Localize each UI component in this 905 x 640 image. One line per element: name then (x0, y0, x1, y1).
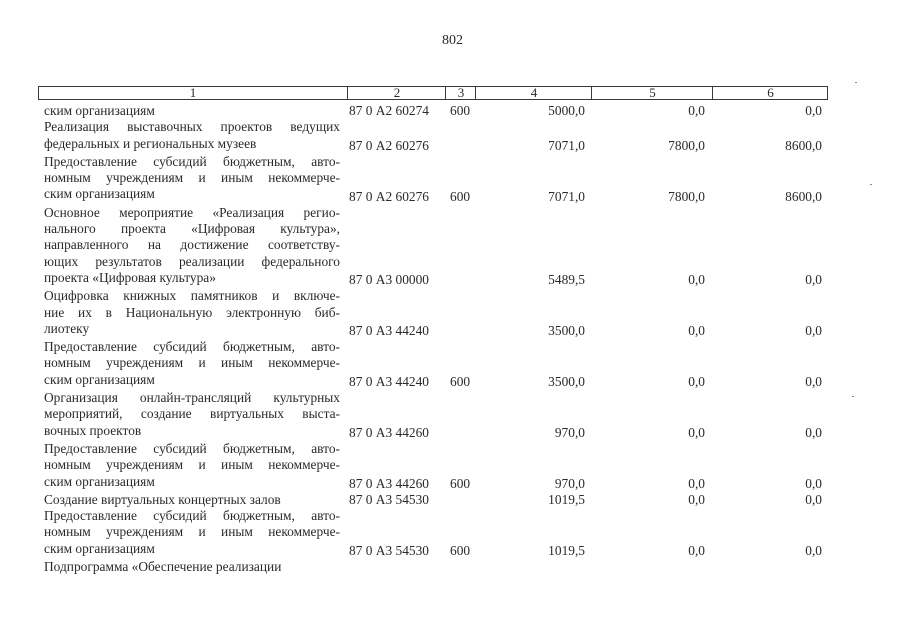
row-expense-type: 600 (450, 475, 471, 491)
row-value-col6: 0,0 (805, 424, 822, 440)
row-value-col5: 7800,0 (668, 188, 705, 204)
row-code: 87 0 А3 00000 (349, 272, 429, 287)
scan-speck (870, 184, 872, 185)
description-line: номным учреждениям и иным некоммерче- (44, 457, 340, 473)
row-value-col6: 8600,0 (785, 188, 822, 204)
row-code: 87 0 А3 44240 (349, 373, 429, 389)
table-row-values (0, 473, 905, 492)
description-line: ющих результатов реализации федерального (44, 253, 340, 269)
row-value-col6: 0,0 (805, 475, 822, 491)
row-value-col5: 0,0 (688, 322, 705, 338)
row-expense-type: 600 (450, 103, 471, 118)
table-row-values (0, 492, 905, 508)
description-line: Подпрограмма «Обеспечение реализации (44, 559, 282, 575)
description-line: Предоставление субсидий бюджетным, авто- (44, 508, 340, 524)
header-col-5: 5 (591, 87, 713, 99)
description-line: ским организациям (44, 540, 155, 556)
row-value-col6: 0,0 (805, 322, 822, 338)
header-col-6: 6 (712, 87, 828, 99)
row-value-col5: 0,0 (688, 373, 705, 389)
row-code: 87 0 А3 44240 (349, 322, 429, 338)
header-col-3: 3 (445, 87, 476, 99)
description-line: ским организациям (44, 103, 155, 118)
row-value-col4: 7071,0 (548, 188, 585, 204)
description-line: вочных проектов (44, 422, 142, 438)
description-line: Организация онлайн-трансляций культурных (44, 390, 340, 406)
header-col-1: 1 (189, 85, 197, 100)
row-code: 87 0 А2 60276 (349, 137, 429, 153)
description-line: Предоставление субсидий бюджетным, авто- (44, 153, 340, 169)
table-row-values (0, 559, 905, 575)
description-line: мероприятий, создание виртуальных выста- (44, 406, 340, 422)
header-col-4: 4 (475, 87, 592, 99)
description-line: Создание виртуальных концертных залов (44, 491, 281, 507)
description-line: ским организациям (44, 186, 155, 202)
row-value-col5: 0,0 (688, 424, 705, 440)
row-value-col6: 0,0 (805, 272, 822, 287)
description-line: ским организациям (44, 473, 155, 489)
row-expense-type: 600 (450, 188, 471, 204)
description-line: нального проекта «Цифровая культура», (44, 221, 340, 237)
row-code: 87 0 А2 60276 (349, 188, 429, 204)
table-row-values (0, 371, 905, 390)
description-line: Оцифровка книжных памятников и включе- (44, 288, 340, 304)
row-code: 87 0 А3 54530 (349, 542, 429, 558)
row-value-col4: 970,0 (554, 475, 585, 491)
description-line: федеральных и региональных музеев (44, 135, 257, 151)
description-line: проекта «Цифровая культура» (44, 269, 216, 285)
row-value-col4: 7071,0 (548, 137, 585, 153)
description-line: номным учреждениям и иным некоммерче- (44, 355, 340, 371)
scan-speck (852, 396, 854, 397)
row-expense-type: 600 (450, 542, 471, 558)
table-row-values (0, 103, 905, 119)
description-line: Предоставление субсидий бюджетным, авто- (44, 441, 340, 456)
table-row-values (0, 189, 905, 205)
row-value-col5: 7800,0 (668, 137, 705, 153)
description-line: Предоставление субсидий бюджетным, авто- (44, 339, 340, 355)
row-value-col5: 0,0 (688, 475, 705, 491)
row-value-col4: 3500,0 (548, 373, 585, 389)
description-line: направленного на достижение соответству- (44, 237, 340, 253)
row-value-col6: 0,0 (805, 103, 822, 118)
row-value-col5: 0,0 (688, 103, 705, 118)
table-row-values (0, 540, 905, 559)
row-expense-type: 600 (450, 373, 471, 389)
row-value-col6: 0,0 (805, 373, 822, 389)
header-col-2: 2 (347, 87, 446, 99)
row-value-col4: 5489,5 (548, 272, 585, 287)
row-value-col5: 0,0 (688, 542, 705, 558)
table-row-values (0, 422, 905, 441)
description-line: номным учреждениям и иным некоммерче- (44, 524, 340, 540)
description-line: ским организациям (44, 371, 155, 387)
row-value-col4: 3500,0 (548, 322, 585, 338)
row-value-col4: 1019,5 (548, 542, 585, 558)
row-value-col6: 8600,0 (785, 137, 822, 153)
table-row-values (0, 320, 905, 339)
row-code: 87 0 А3 44260 (349, 475, 429, 491)
table-row-values (0, 269, 905, 288)
description-line: номным учреждениям и иным некоммерче- (44, 170, 340, 186)
row-code: 87 0 А3 54530 (349, 491, 429, 507)
row-code: 87 0 А3 44260 (349, 424, 429, 440)
scan-speck (855, 82, 857, 83)
row-value-col6: 0,0 (805, 491, 822, 507)
description-line: Основное мероприятие «Реализация регио- (44, 204, 340, 220)
page-number: 802 (442, 33, 463, 48)
table-header (38, 86, 828, 100)
description-line: лиотеку (44, 320, 90, 336)
description-line: ние их в Национальную электронную биб- (44, 304, 340, 320)
row-value-col5: 0,0 (688, 491, 705, 507)
row-value-col5: 0,0 (688, 272, 705, 287)
row-code: 87 0 А2 60274 (349, 103, 429, 118)
row-value-col4: 970,0 (554, 424, 585, 440)
row-value-col6: 0,0 (805, 542, 822, 558)
description-line: Реализация выставочных проектов ведущих (44, 119, 340, 135)
row-value-col4: 5000,0 (548, 103, 585, 118)
table-row-values (0, 135, 905, 154)
row-value-col4: 1019,5 (548, 491, 585, 507)
